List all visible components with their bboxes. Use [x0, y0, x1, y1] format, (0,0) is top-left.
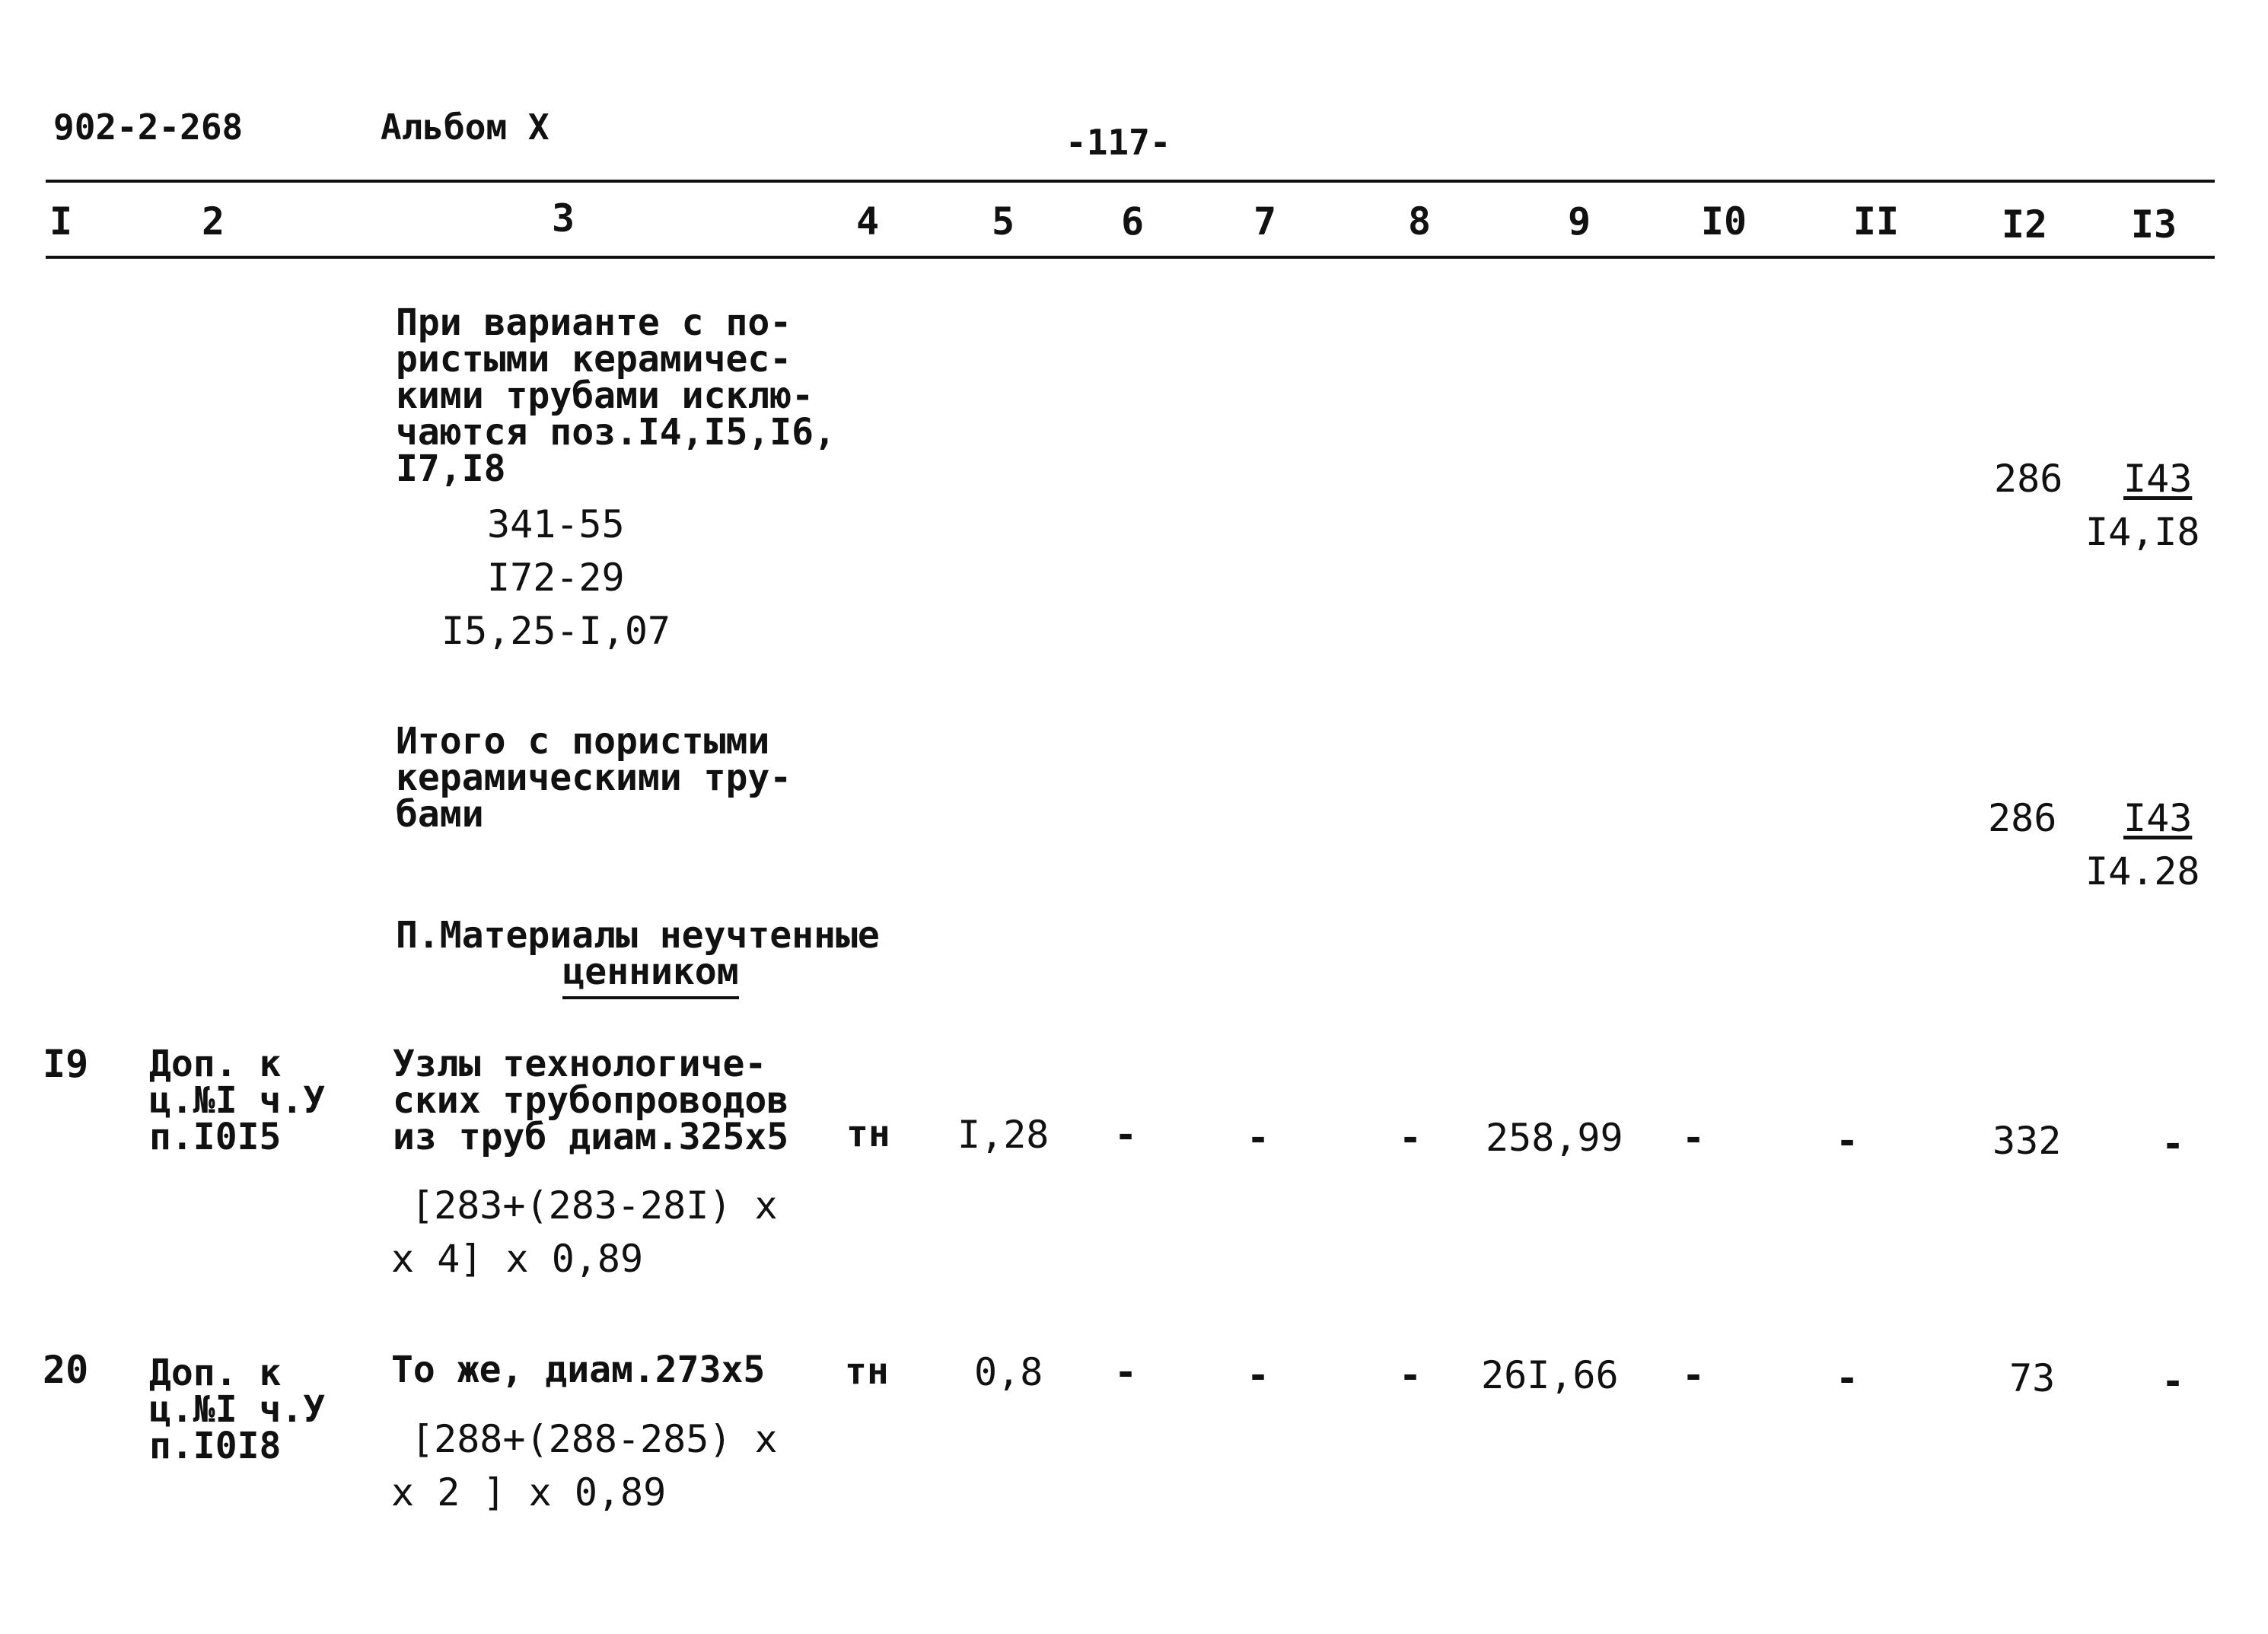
album-label: Альбом X [381, 107, 549, 148]
column-header-9: 9 [1567, 199, 1591, 244]
row-20-col10: - [1682, 1353, 1706, 1397]
row-19-col7: - [1247, 1116, 1270, 1160]
ceramic-note-line-3: кими трубами исклю- [396, 374, 814, 417]
row-20-col9: 26I,66 [1481, 1353, 1619, 1397]
row-19-calc-line-2: x 4] x 0,89 [391, 1237, 644, 1281]
ceramic-calc-line-1: 341-55 [487, 502, 625, 546]
ceramic-col13-numerator: I43 [2123, 457, 2193, 501]
row-19-quantity: I,28 [957, 1113, 1050, 1157]
row-19-col6: - [1114, 1113, 1138, 1157]
total-line-2: керамическими тру- [396, 756, 792, 799]
total-line-1: Итого с пористыми [396, 720, 770, 763]
column-header-11: II [1852, 199, 1900, 244]
row-20-col11: - [1836, 1356, 1859, 1400]
row-19-col12: 332 [1992, 1119, 2062, 1163]
total-col13-denominator: I4.28 [2085, 849, 2200, 893]
row-19-calc-line-1: [283+(283-28I) x [411, 1183, 778, 1228]
row-20-ref-line-2: ц.№I ч.У [149, 1388, 326, 1431]
column-header-1: I [49, 199, 73, 244]
ceramic-calc-line-3: I5,25-I,07 [441, 609, 671, 653]
row-19-unit: тн [846, 1113, 890, 1155]
row-20-calc-line-2: x 2 ] x 0,89 [391, 1470, 667, 1515]
total-line-3: бами [396, 793, 484, 836]
row-20-desc-line-1: То же, диам.273х5 [391, 1349, 766, 1391]
row-20-ref-line-1: Доп. к [149, 1352, 282, 1394]
ceramic-col13-denominator: I4,I8 [2085, 510, 2200, 554]
row-19-desc-line-2: ских трубопроводов [393, 1079, 789, 1122]
row-19-ref-line-3: п.I0I5 [149, 1116, 282, 1158]
row-20-col12: 73 [2009, 1356, 2056, 1400]
row-19-col10: - [1682, 1116, 1706, 1160]
row-19-ref-line-1: Доп. к [149, 1043, 282, 1085]
header-top-rule [46, 180, 2215, 183]
ceramic-note-line-5: I7,I8 [396, 448, 506, 490]
row-20-col8: - [1399, 1353, 1422, 1397]
row-19-desc-line-1: Узлы технологиче- [393, 1043, 767, 1085]
column-header-3: 3 [551, 196, 575, 240]
total-col13-numerator: I43 [2123, 796, 2193, 840]
column-header-6: 6 [1120, 199, 1145, 244]
row-20-number: 20 [43, 1348, 89, 1392]
row-20-ref-line-3: п.I0I8 [149, 1425, 282, 1467]
total-col12-value: 286 [1988, 796, 2057, 840]
ceramic-note-line-2: ристыми керамичес- [396, 338, 792, 381]
row-20-col13: - [2161, 1359, 2185, 1403]
column-header-10: I0 [1700, 199, 1747, 244]
column-header-8: 8 [1407, 199, 1432, 244]
ceramic-note-line-4: чаются поз.I4,I5,I6, [396, 411, 836, 454]
ceramic-col12-value: 286 [1994, 457, 2063, 501]
section-title-line-1: П.Материалы неучтенные [396, 914, 880, 957]
row-20-calc-line-1: [288+(288-285) x [411, 1417, 778, 1461]
page-number: -117- [1066, 122, 1171, 163]
row-19-desc-line-3: из труб диам.325х5 [393, 1116, 789, 1158]
ceramic-note-line-1: При варианте с по- [396, 301, 792, 344]
ceramic-calc-line-2: I72-29 [487, 556, 625, 600]
row-19-number: I9 [43, 1042, 89, 1086]
row-19-col9: 258,99 [1486, 1116, 1623, 1160]
column-header-12: I2 [2001, 202, 2048, 247]
section-title-line-2 [434, 951, 868, 993]
row-20-unit: тн [845, 1350, 889, 1393]
row-19-col11: - [1836, 1119, 1859, 1163]
column-header-4: 4 [855, 199, 880, 244]
row-20-col6: - [1114, 1350, 1138, 1394]
header-bottom-rule [46, 256, 2215, 259]
document-code: 902-2-268 [53, 107, 244, 148]
row-19-ref-line-2: ц.№I ч.У [149, 1079, 326, 1122]
column-header-2: 2 [201, 199, 225, 244]
column-header-13: I3 [2130, 202, 2177, 247]
row-19-col13: - [2161, 1122, 2185, 1166]
column-header-5: 5 [991, 199, 1015, 244]
column-header-7: 7 [1253, 199, 1277, 244]
section-title-underlined: ценником [562, 951, 738, 999]
row-20-col7: - [1247, 1353, 1270, 1397]
row-19-col8: - [1399, 1116, 1422, 1160]
row-20-quantity: 0,8 [974, 1350, 1043, 1394]
